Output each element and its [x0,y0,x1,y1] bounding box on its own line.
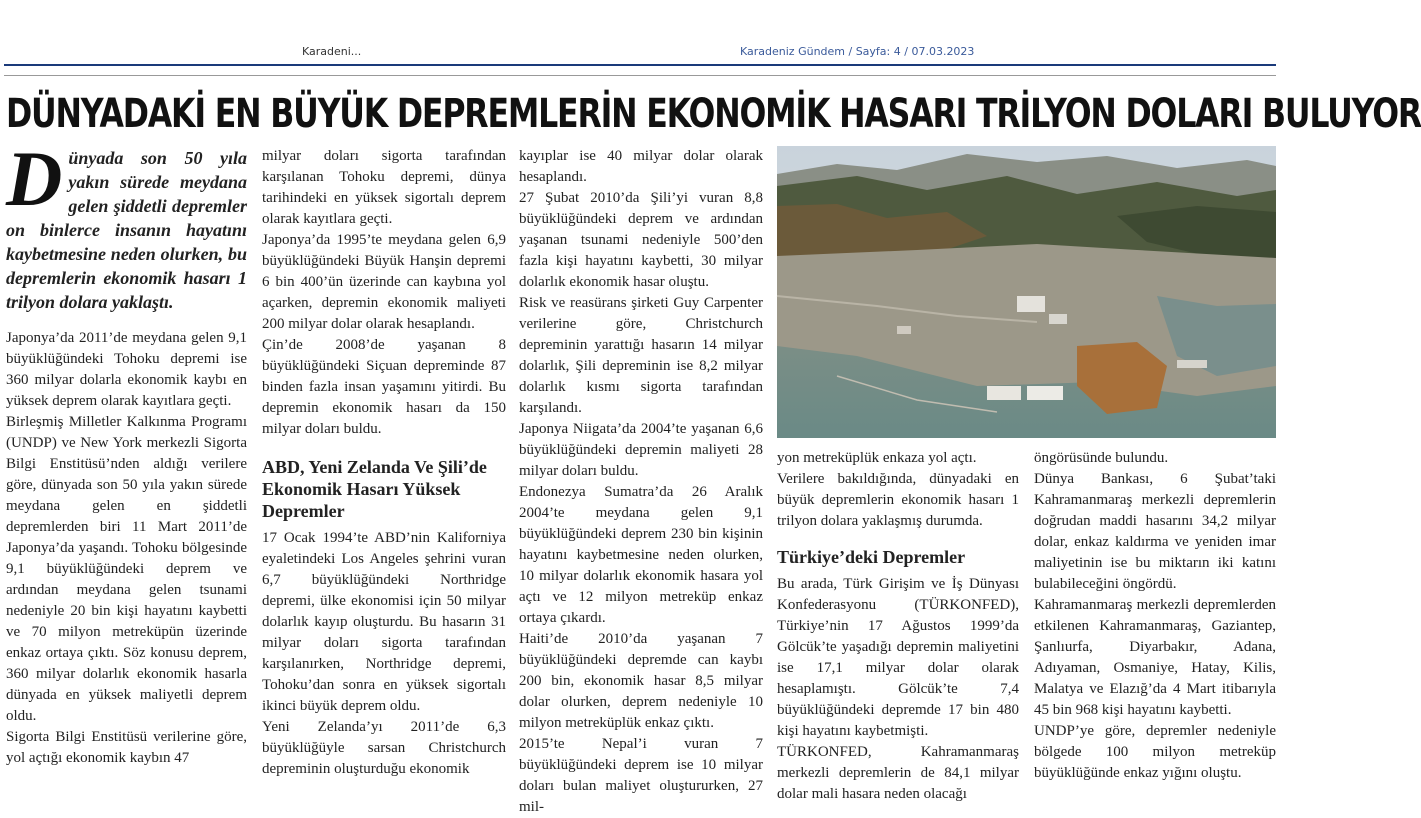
paragraph: yon metreküplük enkaza yol açtı. [777,450,977,466]
article-column-1 [6,135,247,791]
paragraph: Japonya Niigata’da 2004’te yaşanan 6,6 büyüklüğündeki depremin maliyeti 28 milyar doları buldu. [519,421,763,479]
paragraph: Sigorta Bilgi Enstitüsü verilerine göre, yol açtığı ekonomik kaybın 47 [6,729,247,766]
source-short-name: Karadeni... [302,45,362,58]
header-rule [4,64,1276,66]
source-page-info: Karadeniz Gündem / Sayfa: 4 / 07.03.2023 [740,45,975,58]
paragraph: Verilere bakıldığında, dünyadaki en büyük depremlerin ekonomik hasarı 1 trilyon dolara yaklaşmış durumda. [777,471,1019,529]
paragraph: TÜRKONFED, Kahramanmaraş merkezli depremlerin de 84,1 milyar dolar mali hasara neden olacağı [777,744,1019,802]
paragraph: Endonezya Sumatra’da 26 Aralık 2004’te meydana gelen 9,1 büyüklüğündeki deprem 230 bin kişinin hayatını kaybetmesine neden olurken, 10 milyar dolarlık ekonomik hasara yol açtı ve 12 milyon metreküp enkaz ortaya çıkardı. [519,484,763,626]
header-rule-thin [4,75,1276,76]
article-column-4 [777,448,1019,802]
paragraph: Çin’de 2008’de yaşanan 8 büyüklüğündeki Siçuan depreminde 87 binden fazla insan yaşamını yitirdi. Bu depremin ekonomik hasarı da 150 milyar doları buldu. [262,337,506,437]
paragraph: Kahramanmaraş merkezli depremlerden etkilenen Kahramanmaraş, Gaziantep, Şanlıurfa, Diyarbakır, Adana, Adıyaman, Osmaniye, Hatay, Kilis, Malatya ve Elazığ’da 4 Mart itibarıyla 45 bin 968 kişi hayatını kaybetti. [1034,597,1276,718]
tsunami-aerial-photo [777,146,1276,438]
paragraph: Yeni Zelanda’yı 2011’de 6,3 büyüklüğüyle sarsan Christchurch depreminin oluşturduğu ekonomik [262,719,506,777]
paragraph: Haiti’de 2010’da yaşanan 7 büyüklüğündeki depremde can kaybı 200 bin, ekonomik hasar 8,5 milyar dolar olurken, deprem nedeniyle 10 milyon metreküplük enkaz çıktı. [519,631,763,731]
page-headline: DÜNYADAKİ EN BÜYÜK DEPREMLERİN EKONOMİK HASARI TRİLYON DOLARI BULUYOR [6,91,1421,137]
clipping-header [0,0,1280,72]
lead-paragraph [6,135,247,314]
paragraph: kayıplar ise 40 milyar dolar olarak hesaplandı. [519,148,763,185]
section-subhead: Türkiye’deki Depremler [777,547,966,567]
paragraph: Dünya Bankası, 6 Şubat’taki Kahramanmaraş merkezli depremlerin doğrudan maddi hasarını 34,2 milyar dolar, enkaz kaldırma ve yeniden imar maliyetinin ise bu miktarın iki katını bulabileceğini öngördü. [1034,471,1276,592]
paragraph: milyar doları sigorta tarafından karşılanan Tohoku depremi, dünya tarihindeki en yüksek sigortalı deprem olarak kayıtlara geçti. [262,148,506,227]
paragraph: 27 Şubat 2010’da Şili’yi vuran 8,8 büyüklüğündeki deprem ve ardından yaşanan tsunami nedeniyle 500’den fazla kişi hayatını kaybetti, 30 milyar dolarlık ekonomik hasar oluştu. [519,190,763,290]
article-column-5 [1034,448,1276,791]
paragraph: 2015’te Nepal’i vuran 7 büyüklüğündeki deprem ise 10 milyar doları bulan maliyet oluştururken, 27 mil- [519,736,763,815]
paragraph: UNDP’ye göre, depremler nedeniyle bölgede 100 milyon metreküp büyüklüğünde enkaz yığını oluştu. [1034,723,1276,781]
paragraph: Birleşmiş Milletler Kalkınma Programı (UNDP) ve New York merkezli Sigorta Bilgi Enstitüsü’nden aldığı verilere göre, dünyada son 50 yıla yakın sürede meydana gelen en şiddetli depremlerden biri 11 Mart 2011’de Japonya’da yaşandı. Tohoku bölgesinde 9,1 büyüklüğündeki deprem ve ardından meydana gelen tsunami nedeniyle 20 bin kişi hayatını kaybetti ve 70 milyon metreküpün üzerinde enkaz ortaya çıktı. Söz konusu deprem, 360 milyar dolarlık ekonomik hasarla dünyada en yüksek maliyetli deprem oldu. [6,414,247,724]
paragraph: öngörüsünde bulundu. [1034,450,1169,466]
section-subhead: ABD, Yeni Zelanda Ve Şili’de Ekonomik Hasarı Yüksek Depremler [262,457,487,521]
paragraph: Bu arada, Türk Girişim ve İş Dünyası Konfederasyonu (TÜRKONFED), Türkiye’nin 17 Ağustos 1999’da Gölcük’te yaşadığı depremin maliyetini ise 17,1 milyar dolar olarak hesaplamıştı. Gölcük’te 7,4 büyüklüğündeki depremde 17 bin 480 kişi hayatını kaybetmişti. [777,576,1019,739]
paragraph: Japonya’da 2011’de meydana gelen 9,1 büyüklüğündeki Tohoku depremi ise 360 milyar dolarla ekonomik kaybı en yüksek deprem olarak kayıtlara geçti. [6,330,247,409]
drop-cap: D [6,135,63,222]
article-column-2 [262,146,506,791]
paragraph: 17 Ocak 1994’te ABD’nin Kaliforniya eyaletindeki Los Angeles şehrini vuran 6,7 büyüklüğündeki Northridge depremi, ülke ekonomisi için 50 milyar dolarlık kayıp oluşturdu. Bu hasarın 31 milyar doları sigorta tarafından karşılanırken, Northridge depremi, Tohoku’dan sonra en yüksek sigortalı ikinci büyük deprem oldu. [262,530,506,714]
lead-text: ünyada son 50 yıla yakın sürede meydana gelen şiddetli depremler on binlerce insanın hayatını kaybetmesine neden olurken, bu depremlerin ekonomik hasarı 1 trilyon dolara yaklaştı. [6,148,247,312]
paragraph: Risk ve reasürans şirketi Guy Carpenter verilerine göre, Christchurch depreminin yarattığı hasarın 14 milyar dolarlık, Şili depreminin ise 8,2 milyar dolarlık kısmı sigorta tarafından karşılandı. [519,295,763,416]
article-column-3 [519,146,763,815]
paragraph: Japonya’da 1995’te meydana gelen 6,9 büyüklüğündeki Büyük Hanşin depremi 6 bin 400’ün üzerinde can kaybına yol açarken, depremin ekonomik maliyeti 200 milyar dolar olarak hesaplandı. [262,232,506,332]
